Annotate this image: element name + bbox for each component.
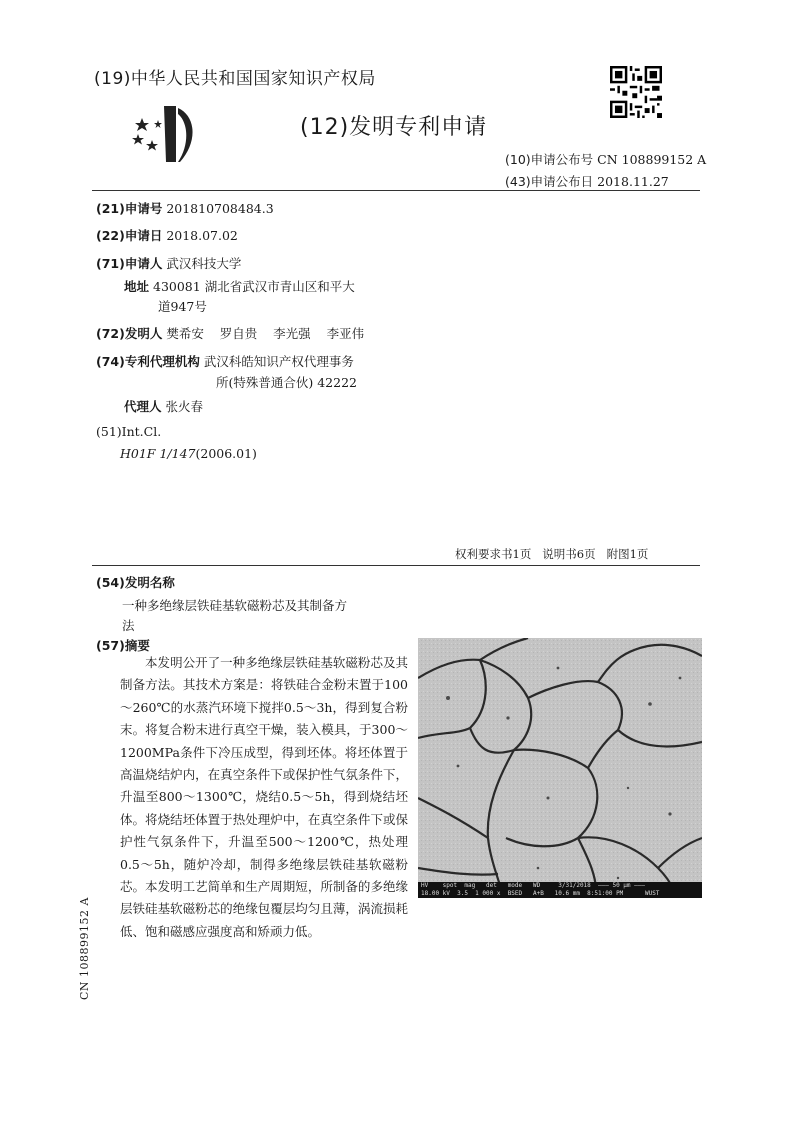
address bbox=[124, 277, 355, 295]
section-rule bbox=[92, 565, 700, 566]
document-type: (12)发明专利申请 bbox=[300, 115, 488, 140]
abstract-text bbox=[120, 652, 408, 943]
invention-title-line-2: 法 bbox=[122, 618, 135, 633]
application-number-label: (21)申请号 bbox=[96, 201, 163, 216]
issuing-office: (19)中华人民共和国国家知识产权局 bbox=[94, 69, 376, 89]
qr-code-icon bbox=[610, 66, 662, 118]
patent-agency-line-2: 所(特殊普通合伙) 42222 bbox=[216, 375, 357, 390]
inventor-1: 樊希安 bbox=[166, 326, 204, 341]
address-line-2: 道947号 bbox=[158, 299, 207, 314]
agent bbox=[124, 397, 203, 415]
sem-micrograph bbox=[418, 638, 702, 898]
side-publication-code: CN 108899152 A bbox=[78, 897, 91, 1000]
invention-title-heading: (54)发明名称 bbox=[96, 575, 175, 590]
inventors bbox=[96, 324, 364, 342]
invention-title-label bbox=[96, 573, 175, 591]
publication-number bbox=[505, 150, 706, 168]
application-number bbox=[96, 199, 274, 217]
patent-agency-line-1: 武汉科皓知识产权代理事务 bbox=[203, 354, 354, 369]
publication-number-value: CN 108899152 A bbox=[597, 152, 707, 167]
cnipa-emblem-icon bbox=[130, 98, 202, 170]
application-number-value: 201810708484.3 bbox=[166, 201, 274, 216]
address-line-1: 430081 湖北省武汉市青山区和平大 bbox=[153, 279, 355, 294]
micrograph-image bbox=[418, 638, 702, 898]
application-date-label: (22)申请日 bbox=[96, 228, 163, 243]
patent-agency bbox=[96, 352, 354, 370]
sem-info-bar bbox=[418, 882, 702, 898]
applicant bbox=[96, 254, 241, 272]
address-label: 地址 bbox=[124, 279, 150, 294]
publication-date bbox=[505, 172, 669, 190]
abstract-body: 本发明公开了一种多绝缘层铁硅基软磁粉芯及其制备方法。其技术方案是：将铁硅合金粉末置于100～260℃的水蒸汽环境下搅拌0.5～3h，得到复合粉末。将复合粉末进行真空干燥，装入模具，于300～1200MPa条件下冷压成型，得到坯体。将坯体置于高温烧结炉内，在真空条件下或保护性气氛条件下，升温至800～1300℃，烧结0.5～5h，得到烧结坯体。将烧结坯体置于热处理炉中，在真空条件下或保护性气氛条件下，升温至500～1200℃，热处理0.5～5h，随炉冷却，制得多绝缘层铁硅基软磁粉芯。本发明工艺简单和生产周期短，所制备的多绝缘层铁硅基软磁粉芯的绝缘包覆层均匀且薄，涡流损耗低、饱和磁感应强度高和矫顽力低。 bbox=[120, 655, 408, 939]
inventors-label: (72)发明人 bbox=[96, 326, 163, 341]
publication-date-value: 2018.11.27 bbox=[597, 174, 669, 189]
ipc-classification bbox=[120, 446, 257, 461]
sem-info-row-1: HV spot mag det mode WD 3/31/2018 ——— 50 µm ——— bbox=[421, 882, 645, 889]
inventor-2: 罗自贵 bbox=[219, 326, 258, 341]
invention-title bbox=[122, 596, 412, 636]
invention-title-line-1: 一种多绝缘层铁硅基软磁粉芯及其制备方 bbox=[122, 598, 348, 613]
agent-value: 张火春 bbox=[165, 399, 204, 414]
application-date bbox=[96, 226, 238, 244]
application-date-value: 2018.07.02 bbox=[166, 228, 238, 243]
applicant-value: 武汉科技大学 bbox=[166, 256, 242, 271]
inventor-3: 李光强 bbox=[273, 326, 311, 341]
header-rule bbox=[92, 190, 700, 191]
abstract-heading: (57)摘要 bbox=[96, 638, 150, 653]
page-counts: 权利要求书1页 说明书6页 附图1页 bbox=[455, 547, 649, 561]
ipc-version: (2006.01) bbox=[195, 446, 257, 461]
inventor-4: 李亚伟 bbox=[326, 326, 365, 341]
agent-label: 代理人 bbox=[124, 399, 162, 414]
patent-agency-label: (74)专利代理机构 bbox=[96, 354, 200, 369]
publication-number-label: (10)申请公布号 bbox=[505, 152, 594, 167]
ipc-label: (51)Int.Cl. bbox=[96, 424, 162, 439]
sem-info-row-2: 18.00 kV 3.5 1 000 x BSED A+B 10.6 mm 8:51:00 PM WUST bbox=[421, 890, 660, 897]
publication-date-label: (43)申请公布日 bbox=[505, 174, 594, 189]
applicant-label: (71)申请人 bbox=[96, 256, 163, 271]
ipc-class: H01F 1/147 bbox=[120, 446, 196, 461]
